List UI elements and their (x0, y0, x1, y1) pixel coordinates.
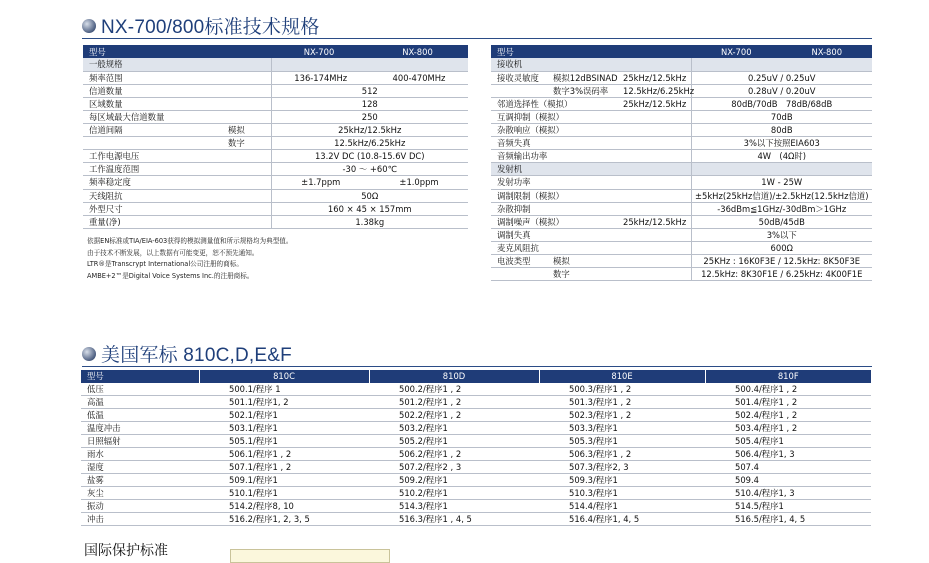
ip-rating-box (230, 549, 390, 563)
header-810f: 810F (705, 370, 871, 383)
row-label: 低压 (81, 383, 199, 396)
row-label: 冲击 (81, 513, 199, 526)
row-condition (620, 110, 691, 123)
row-label: 日照辐射 (81, 435, 199, 448)
row-condition: 25kHz/12.5kHz (620, 71, 691, 84)
row-value: 505.2/程序1 (369, 435, 539, 448)
row-sublabel (550, 241, 620, 254)
row-value: 505.3/程序1 (539, 435, 705, 448)
table-row (491, 150, 872, 163)
row-value: 510.3/程序1 (539, 487, 705, 500)
row-value: 516.3/程序1 , 4, 5 (369, 513, 539, 526)
row-label: 麦克风阻抗 (491, 241, 550, 254)
row-condition (620, 176, 691, 189)
row-condition (620, 241, 691, 254)
table-row (491, 71, 872, 84)
row-value: 250 (271, 110, 468, 123)
header-nx700: NX-700 (720, 46, 752, 57)
header-810c: 810C (199, 370, 369, 383)
heading-divider (82, 38, 872, 39)
heading-divider (82, 366, 872, 367)
row-label: 振动 (81, 500, 199, 513)
row-value: 12.5kHz/6.25kHz (271, 137, 468, 150)
table-row (491, 268, 872, 281)
table-row (491, 110, 872, 123)
row-value: 50Ω (271, 189, 468, 202)
row-value: 514.5/程序1 (705, 500, 871, 513)
row-condition (620, 150, 691, 163)
row-value: 501.2/程序1 , 2 (369, 396, 539, 409)
row-value: 507.3/程序2, 3 (539, 461, 705, 474)
row-label: 雨水 (81, 448, 199, 461)
row-value: 514.2/程序8, 10 (199, 500, 369, 513)
row-label: 接收灵敏度 (491, 71, 550, 84)
row-sublabel (225, 189, 271, 202)
table-row (81, 383, 871, 396)
table-row (491, 228, 872, 241)
row-sublabel (225, 202, 271, 215)
row-label: 音频失真 (491, 137, 550, 150)
row-value-nx700: ±1.7ppm (271, 176, 370, 189)
table-row (491, 124, 872, 137)
row-value: 516.2/程序1, 2, 3, 5 (199, 513, 369, 526)
row-value: 500.3/程序1 , 2 (539, 383, 705, 396)
row-value: ±5kHz(25kHz信道)/±2.5kHz(12.5kHz信道) (691, 189, 872, 202)
row-value: 502.2/程序1 , 2 (369, 409, 539, 422)
row-value: 514.4/程序1 (539, 500, 705, 513)
table-row (83, 71, 468, 84)
row-label: 杂散响应（模拟） (491, 124, 550, 137)
row-value: 503.1/程序1 (199, 422, 369, 435)
row-sublabel (225, 150, 271, 163)
row-label: 每区域最大信道数量 (83, 110, 225, 123)
row-sublabel (550, 137, 620, 150)
table-row (83, 189, 468, 202)
table-row (81, 461, 871, 474)
group-label: 一般规格 (83, 58, 271, 71)
row-label (83, 137, 225, 150)
table-row (81, 409, 871, 422)
row-value: 509.3/程序1 (539, 474, 705, 487)
footnotes (87, 236, 293, 282)
row-sublabel (550, 150, 620, 163)
group-row (491, 58, 872, 71)
row-value: -30 ～ +60℃ (271, 163, 468, 176)
header-model: 型号 (491, 45, 550, 58)
table-cell (691, 163, 872, 176)
row-condition: 25kHz/12.5kHz (620, 97, 691, 110)
table-row (81, 500, 871, 513)
table-row (491, 137, 872, 150)
row-label: 低温 (81, 409, 199, 422)
table-row (81, 474, 871, 487)
row-value: 80dB (691, 124, 872, 137)
table-row (83, 97, 468, 110)
row-label: 温度冲击 (81, 422, 199, 435)
header-nx800: NX-800 (811, 46, 843, 57)
row-value: 70dB (691, 110, 872, 123)
row-condition (620, 255, 691, 268)
row-value: 12.5kHz: 8K30F1E / 6.25kHz: 4K00F1E (691, 268, 872, 281)
table-row (491, 202, 872, 215)
row-sublabel: 数字 (550, 268, 620, 281)
footnote: 依据EN标准或TIA/EIA-603获得的模拟测量值和所示规格均为典型值。 (87, 237, 293, 245)
row-sublabel (225, 215, 271, 228)
mil-std-table (81, 370, 871, 526)
footnote: 由于技术不断发展，以上数据有可能变更，恕不预先通知。 (87, 248, 259, 257)
row-sublabel: 模拟 (550, 255, 620, 268)
table-row (81, 422, 871, 435)
row-label: 电波类型 (491, 255, 550, 268)
row-sublabel (225, 71, 271, 84)
row-value: 507.4 (705, 461, 871, 474)
row-value: 502.4/程序1 , 2 (705, 409, 871, 422)
footnote: LTR®是Transcrypt International公司注册的商标。 (87, 260, 243, 268)
row-label: 区域数量 (83, 97, 225, 110)
row-value: 510.2/程序1 (369, 487, 539, 500)
row-value: 506.2/程序1 , 2 (369, 448, 539, 461)
row-value: 1.38kg (271, 215, 468, 228)
row-label: 湿度 (81, 461, 199, 474)
row-label: 音频输出功率 (491, 150, 550, 163)
row-value: 50dB/45dB (691, 215, 872, 228)
row-sublabel (550, 228, 620, 241)
row-label: 盐雾 (81, 474, 199, 487)
table-row (81, 435, 871, 448)
row-value-nx700: 136-174MHz (271, 71, 370, 84)
group-row (83, 58, 468, 71)
row-label: 频率稳定度 (83, 176, 225, 189)
row-sublabel: 数字 (225, 137, 271, 150)
bullet-icon (82, 19, 96, 33)
row-sublabel (225, 97, 271, 110)
row-value: 516.5/程序1, 4, 5 (705, 513, 871, 526)
row-value: 509.1/程序1 (199, 474, 369, 487)
row-label: 互调抑制（模拟） (491, 110, 550, 123)
row-value-nx800: 400-470MHz (370, 71, 468, 84)
row-value: 1W - 25W (691, 176, 872, 189)
row-value: 505.4/程序1 (705, 435, 871, 448)
table-row (83, 150, 468, 163)
row-value: 502.3/程序1 , 2 (539, 409, 705, 422)
row-sublabel: 模拟12dBSINAD (550, 71, 620, 84)
section-title-ip: 国际保护标准 (84, 543, 168, 559)
table-row (83, 215, 468, 228)
row-sublabel (550, 202, 620, 215)
table-row (83, 176, 468, 189)
row-sublabel: 数字3%误码率 (550, 84, 620, 97)
row-value: 600Ω (691, 241, 872, 254)
table-row (83, 163, 468, 176)
row-label: 工作电源电压 (83, 150, 225, 163)
header-model: 型号 (81, 370, 199, 383)
header-810d: 810D (369, 370, 539, 383)
row-label: 外型尺寸 (83, 202, 225, 215)
row-value: 507.1/程序1 , 2 (199, 461, 369, 474)
row-condition (620, 202, 691, 215)
table-row (83, 124, 468, 137)
row-value-nx800: ±1.0ppm (370, 176, 468, 189)
row-label: 频率范围 (83, 71, 225, 84)
table-row (81, 448, 871, 461)
group-label: 接收机 (491, 58, 691, 71)
row-value: 0.25uV / 0.25uV (691, 71, 872, 84)
table-row (81, 396, 871, 409)
row-value: 510.4/程序1, 3 (705, 487, 871, 500)
row-label: 邻道选择性（模拟） (491, 97, 550, 110)
header-model: 型号 (83, 45, 225, 58)
row-value: 503.4/程序1 , 2 (705, 422, 871, 435)
row-value: 506.3/程序1 , 2 (539, 448, 705, 461)
row-value: 516.4/程序1, 4, 5 (539, 513, 705, 526)
table-row (491, 84, 872, 97)
table-header (491, 45, 872, 58)
row-value: 506.4/程序1, 3 (705, 448, 871, 461)
header-nx700: NX-700 (271, 45, 370, 58)
table-row (491, 176, 872, 189)
row-value: 507.2/程序2 , 3 (369, 461, 539, 474)
row-value: 3%以下按照EIA603 (691, 137, 872, 150)
table-cell (691, 58, 872, 71)
row-value: 3%以下 (691, 228, 872, 241)
row-value: 80dB/70dB 78dB/68dB (691, 97, 872, 110)
row-value: 503.3/程序1 (539, 422, 705, 435)
row-value: 25kHz/12.5kHz (271, 124, 468, 137)
row-label (491, 268, 550, 281)
row-sublabel (225, 176, 271, 189)
row-value: 502.1/程序1 (199, 409, 369, 422)
row-condition: 25kHz/12.5kHz (620, 215, 691, 228)
rf-spec-table (491, 45, 872, 281)
row-condition (620, 268, 691, 281)
row-sublabel (225, 84, 271, 97)
row-condition (620, 137, 691, 150)
row-value: 13.2V DC (10.8-15.6V DC) (271, 150, 468, 163)
table-row (491, 215, 872, 228)
row-label: 发射功率 (491, 176, 550, 189)
row-label: 调制失真 (491, 228, 550, 241)
table-row (81, 487, 871, 500)
table-row (491, 97, 872, 110)
row-condition (620, 124, 691, 137)
group-row (491, 163, 872, 176)
row-value: 509.4 (705, 474, 871, 487)
row-sublabel (225, 110, 271, 123)
group-label: 发射机 (491, 163, 691, 176)
row-value: 501.4/程序1 , 2 (705, 396, 871, 409)
row-label: 杂散抑制 (491, 202, 550, 215)
row-label (491, 84, 550, 97)
header-810e: 810E (539, 370, 705, 383)
row-sublabel (225, 163, 271, 176)
table-header (81, 370, 871, 383)
row-value: 506.1/程序1 , 2 (199, 448, 369, 461)
row-label: 高温 (81, 396, 199, 409)
table-row (83, 84, 468, 97)
row-value: 500.2/程序1 , 2 (369, 383, 539, 396)
table-row (83, 202, 468, 215)
row-condition (620, 228, 691, 241)
row-value: 0.28uV / 0.20uV (691, 84, 872, 97)
row-value: 505.1/程序1 (199, 435, 369, 448)
row-value: 501.3/程序1 , 2 (539, 396, 705, 409)
row-label: 信道间隔 (83, 124, 225, 137)
row-value: 4W (4Ω时) (691, 150, 872, 163)
row-label: 调制噪声（模拟） (491, 215, 550, 228)
table-row (83, 137, 468, 150)
row-value: 512 (271, 84, 468, 97)
section-heading-nx (82, 12, 320, 39)
row-sublabel (550, 176, 620, 189)
table-row (83, 110, 468, 123)
row-label: 信道数量 (83, 84, 225, 97)
row-value: -36dBm≦1GHz/-30dBm＞1GHz (691, 202, 872, 215)
table-header (83, 45, 468, 58)
row-value: 501.1/程序1, 2 (199, 396, 369, 409)
row-condition (620, 189, 691, 202)
row-value: 160 × 45 × 157mm (271, 202, 468, 215)
table-row (491, 241, 872, 254)
row-sublabel: 模拟 (225, 124, 271, 137)
row-value: 25KHz : 16K0F3E / 12.5kHz: 8K50F3E (691, 255, 872, 268)
table-row (81, 513, 871, 526)
row-value: 503.2/程序1 (369, 422, 539, 435)
row-value: 510.1/程序1 (199, 487, 369, 500)
general-spec-table (83, 45, 468, 229)
row-label: 工作温度范围 (83, 163, 225, 176)
table-row (491, 255, 872, 268)
section-title: NX-700/800标准技术规格 (101, 17, 320, 38)
row-label: 重量(净) (83, 215, 225, 228)
row-label: 调制限制（模拟） (491, 189, 550, 202)
section-title: 美国军标 810C,D,E&F (101, 345, 292, 366)
footnote: AMBE+2™是Digital Voice Systems Inc.的注册商标。 (87, 271, 254, 280)
row-value: 500.4/程序1 , 2 (705, 383, 871, 396)
row-value: 500.1/程序 1 (199, 383, 369, 396)
row-condition: 12.5kHz/6.25kHz (620, 84, 691, 97)
row-value: 128 (271, 97, 468, 110)
row-label: 灰尘 (81, 487, 199, 500)
section-heading-mil (82, 340, 292, 367)
row-value: 509.2/程序1 (369, 474, 539, 487)
row-value: 514.3/程序1 (369, 500, 539, 513)
row-label: 天线阻抗 (83, 189, 225, 202)
bullet-icon (82, 347, 96, 361)
table-row (491, 189, 872, 202)
header-nx800: NX-800 (370, 45, 468, 58)
